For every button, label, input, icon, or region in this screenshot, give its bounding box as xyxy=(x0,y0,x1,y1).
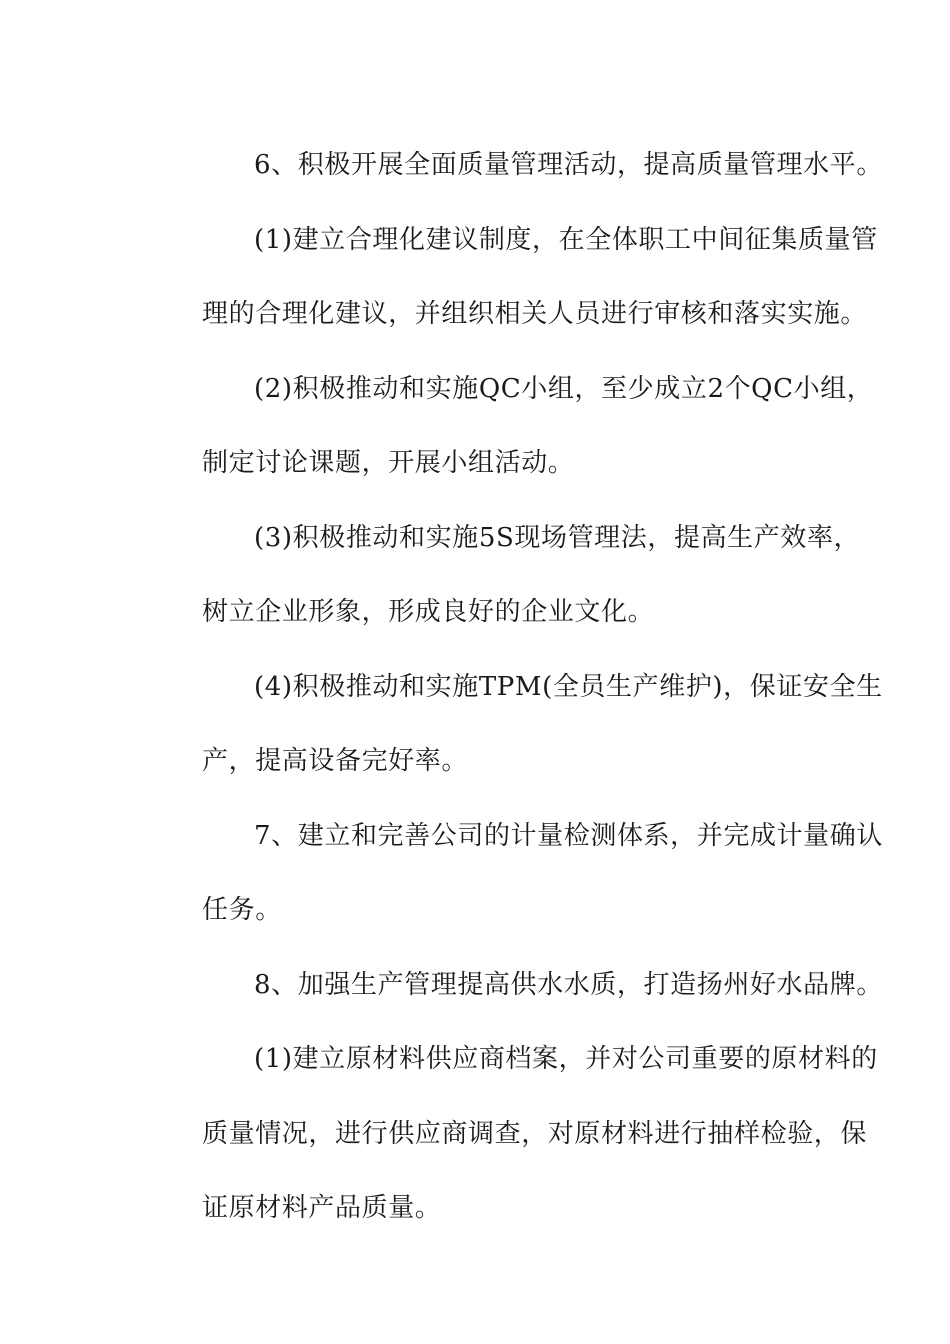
text-line: (1)建立原材料供应商档案，并对公司重要的原材料的 xyxy=(254,1044,878,1074)
paragraph-item-6-4 xyxy=(150,650,883,799)
text-line: 质量情况，进行供应商调查，对原材料进行抽样检验，保 xyxy=(202,1118,868,1149)
text-line: 8、加强生产管理提高供水水质，打造扬州好水品牌。 xyxy=(254,969,883,1000)
text-line: 制定讨论课题，开展小组活动。 xyxy=(202,448,575,478)
paragraph-item-6-1 xyxy=(150,203,878,352)
text-line: (1)建立合理化建议制度，在全体职工中间征集质量管 xyxy=(254,224,878,255)
text-line: 产，提高设备完好率。 xyxy=(202,746,469,776)
paragraph-item-8 xyxy=(150,948,883,1023)
paragraph-item-8-1 xyxy=(150,1022,878,1246)
text-line: 6、积极开展全面质量管理活动，提高质量管理水平。 xyxy=(254,150,883,180)
text-line: (4)积极推动和实施TPM(全员生产维护)，保证安全生 xyxy=(254,671,883,702)
paragraph-item-6 xyxy=(150,128,883,203)
paragraph-item-6-3 xyxy=(150,501,861,650)
paragraph-item-6-2 xyxy=(150,352,874,501)
text-line: 任务。 xyxy=(202,895,282,925)
text-line: 证原材料产品质量。 xyxy=(202,1193,442,1223)
document-body xyxy=(150,128,883,1246)
paragraph-item-7 xyxy=(150,799,883,948)
text-line: 7、建立和完善公司的计量检测体系，并完成计量确认 xyxy=(254,820,883,851)
text-line: 理的合理化建议，并组织相关人员进行审核和落实实施。 xyxy=(202,299,868,329)
text-line: 树立企业形象，形成良好的企业文化。 xyxy=(202,597,655,627)
text-line: (3)积极推动和实施5S现场管理法，提高生产效率， xyxy=(254,522,861,553)
text-line: (2)积极推动和实施QC小组，至少成立2个QC小组， xyxy=(254,373,874,404)
